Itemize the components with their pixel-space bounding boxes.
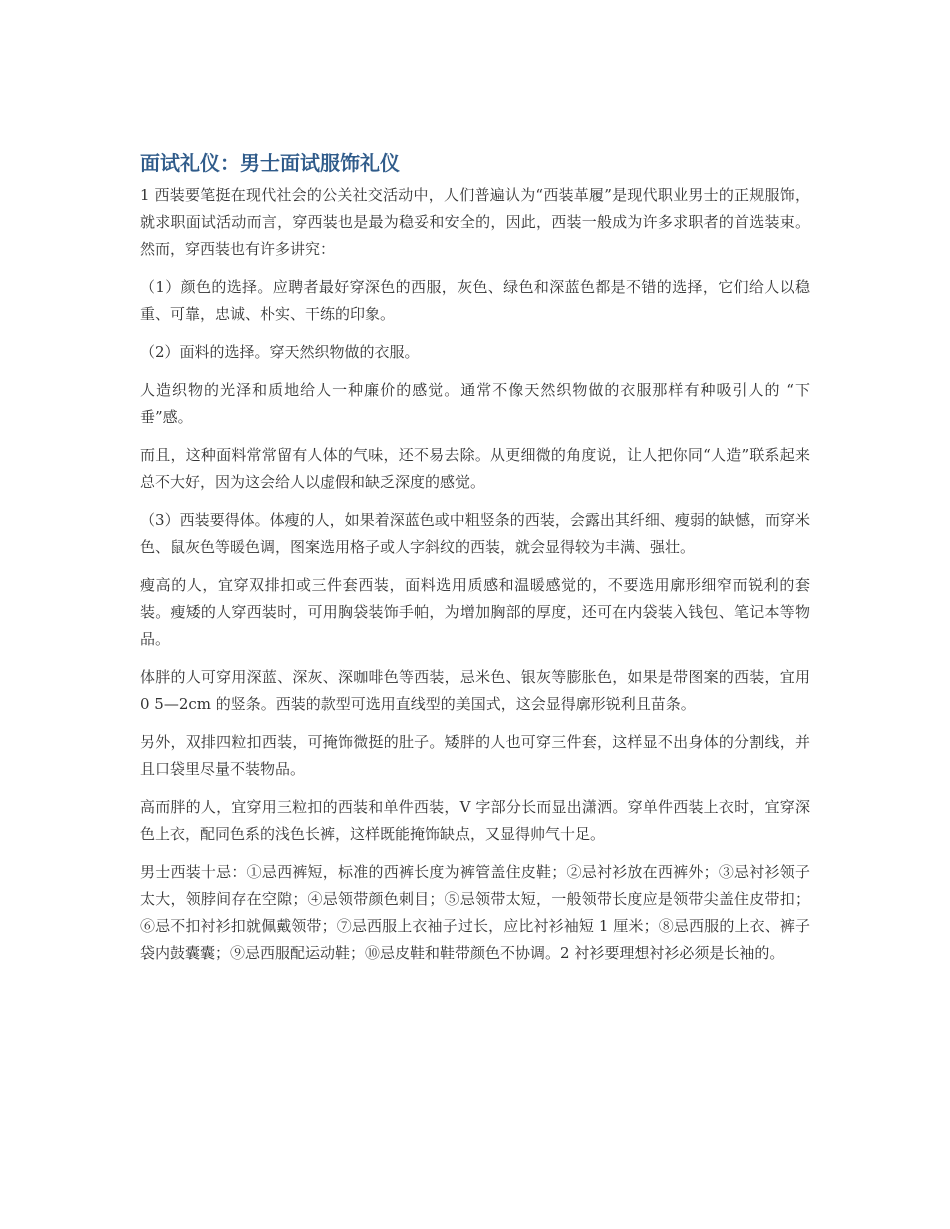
paragraph-heavy-build: 体胖的人可穿用深蓝、深灰、深咖啡色等西装，忌米色、银灰等膨胀色，如果是带图案的西装，宜用 0 5—2cm 的竖条。西装的款型可选用直线型的美国式，这会显得廓形锐利且苗条。 — [140, 668, 810, 713]
paragraph-double-breasted: 另外，双排四粒扣西装，可掩饰微挺的肚子。矮胖的人也可穿三件套，这样显不出身体的分割线，并且口袋里尽量不装物品。 — [140, 733, 810, 778]
paragraph-ten-taboos: 男士西装十忌：①忌西裤短，标准的西裤长度为裤管盖住皮鞋；②忌衬衫放在西裤外；③忌衬衫领子太大，领脖间存在空隙；④忌领带颜色刺目；⑤忌领带太短，一般领带长度应是领带尖盖住皮带扣；⑥忌不扣衬衫扣就佩戴领带；⑦忌西服上衣袖子过长，应比衬衫袖短 1 厘米；⑧忌西服的上衣、裤子袋内鼓囊囊；⑨忌西服配运动鞋；⑩忌皮鞋和鞋带颜色不协调。2 衬衫要理想衬衫必须是长袖的。 — [140, 863, 810, 962]
paragraph-fit-thin: （3）西装要得体。体瘦的人，如果着深蓝色或中粗竖条的西装，会露出其纤细、瘦弱的缺憾，而穿米色、鼠灰色等暖色调，图案选用格子或人字斜纹的西装，就会显得较为丰满、强壮。 — [140, 511, 810, 556]
paragraph-fabric-odor: 而且，这种面料常常留有人体的气味，还不易去除。从更细微的角度说，让人把你同“人造”联系起来总不大好，因为这会给人以虚假和缺乏深度的感觉。 — [140, 446, 810, 491]
document-title: 面试礼仪：男士面试服饰礼仪 — [140, 151, 400, 175]
document-page — [140, 148, 810, 978]
paragraph-tall-heavy: 高而胖的人，宜穿用三粒扣的西装和单件西装，V 字部分长而显出潇洒。穿单件西装上衣时，宜穿深色上衣，配同色系的浅色长裤，这样既能掩饰缺点，又显得帅气十足。 — [140, 798, 810, 843]
paragraph-synthetic-fabric: 人造织物的光泽和质地给人一种廉价的感觉。通常不像天然织物做的衣服那样有种吸引人的 “下垂”感。 — [140, 381, 810, 426]
paragraph-color-choice: （1）颜色的选择。应聘者最好穿深色的西服，灰色、绿色和深蓝色都是不错的选择，它们给人以稳重、可靠，忠诚、朴实、干练的印象。 — [140, 278, 810, 323]
paragraph-fabric-choice: （2）面料的选择。穿天然织物做的衣服。 — [140, 343, 420, 361]
paragraph-intro: 1 西装要笔挺在现代社会的公关社交活动中，人们普遍认为“西装革履”是现代职业男士的正规服饰，就求职面试活动而言，穿西装也是最为稳妥和安全的，因此，西装一般成为许多求职者的首选装束。然而，穿西装也有许多讲究： — [140, 186, 810, 258]
paragraph-tall-thin: 瘦高的人，宜穿双排扣或三件套西装，面料选用质感和温暖感觉的，不要选用廓形细窄而锐利的套装。瘦矮的人穿西装时，可用胸袋装饰手帕，为增加胸部的厚度，还可在内袋装入钱包、笔记本等物品。 — [140, 576, 810, 648]
